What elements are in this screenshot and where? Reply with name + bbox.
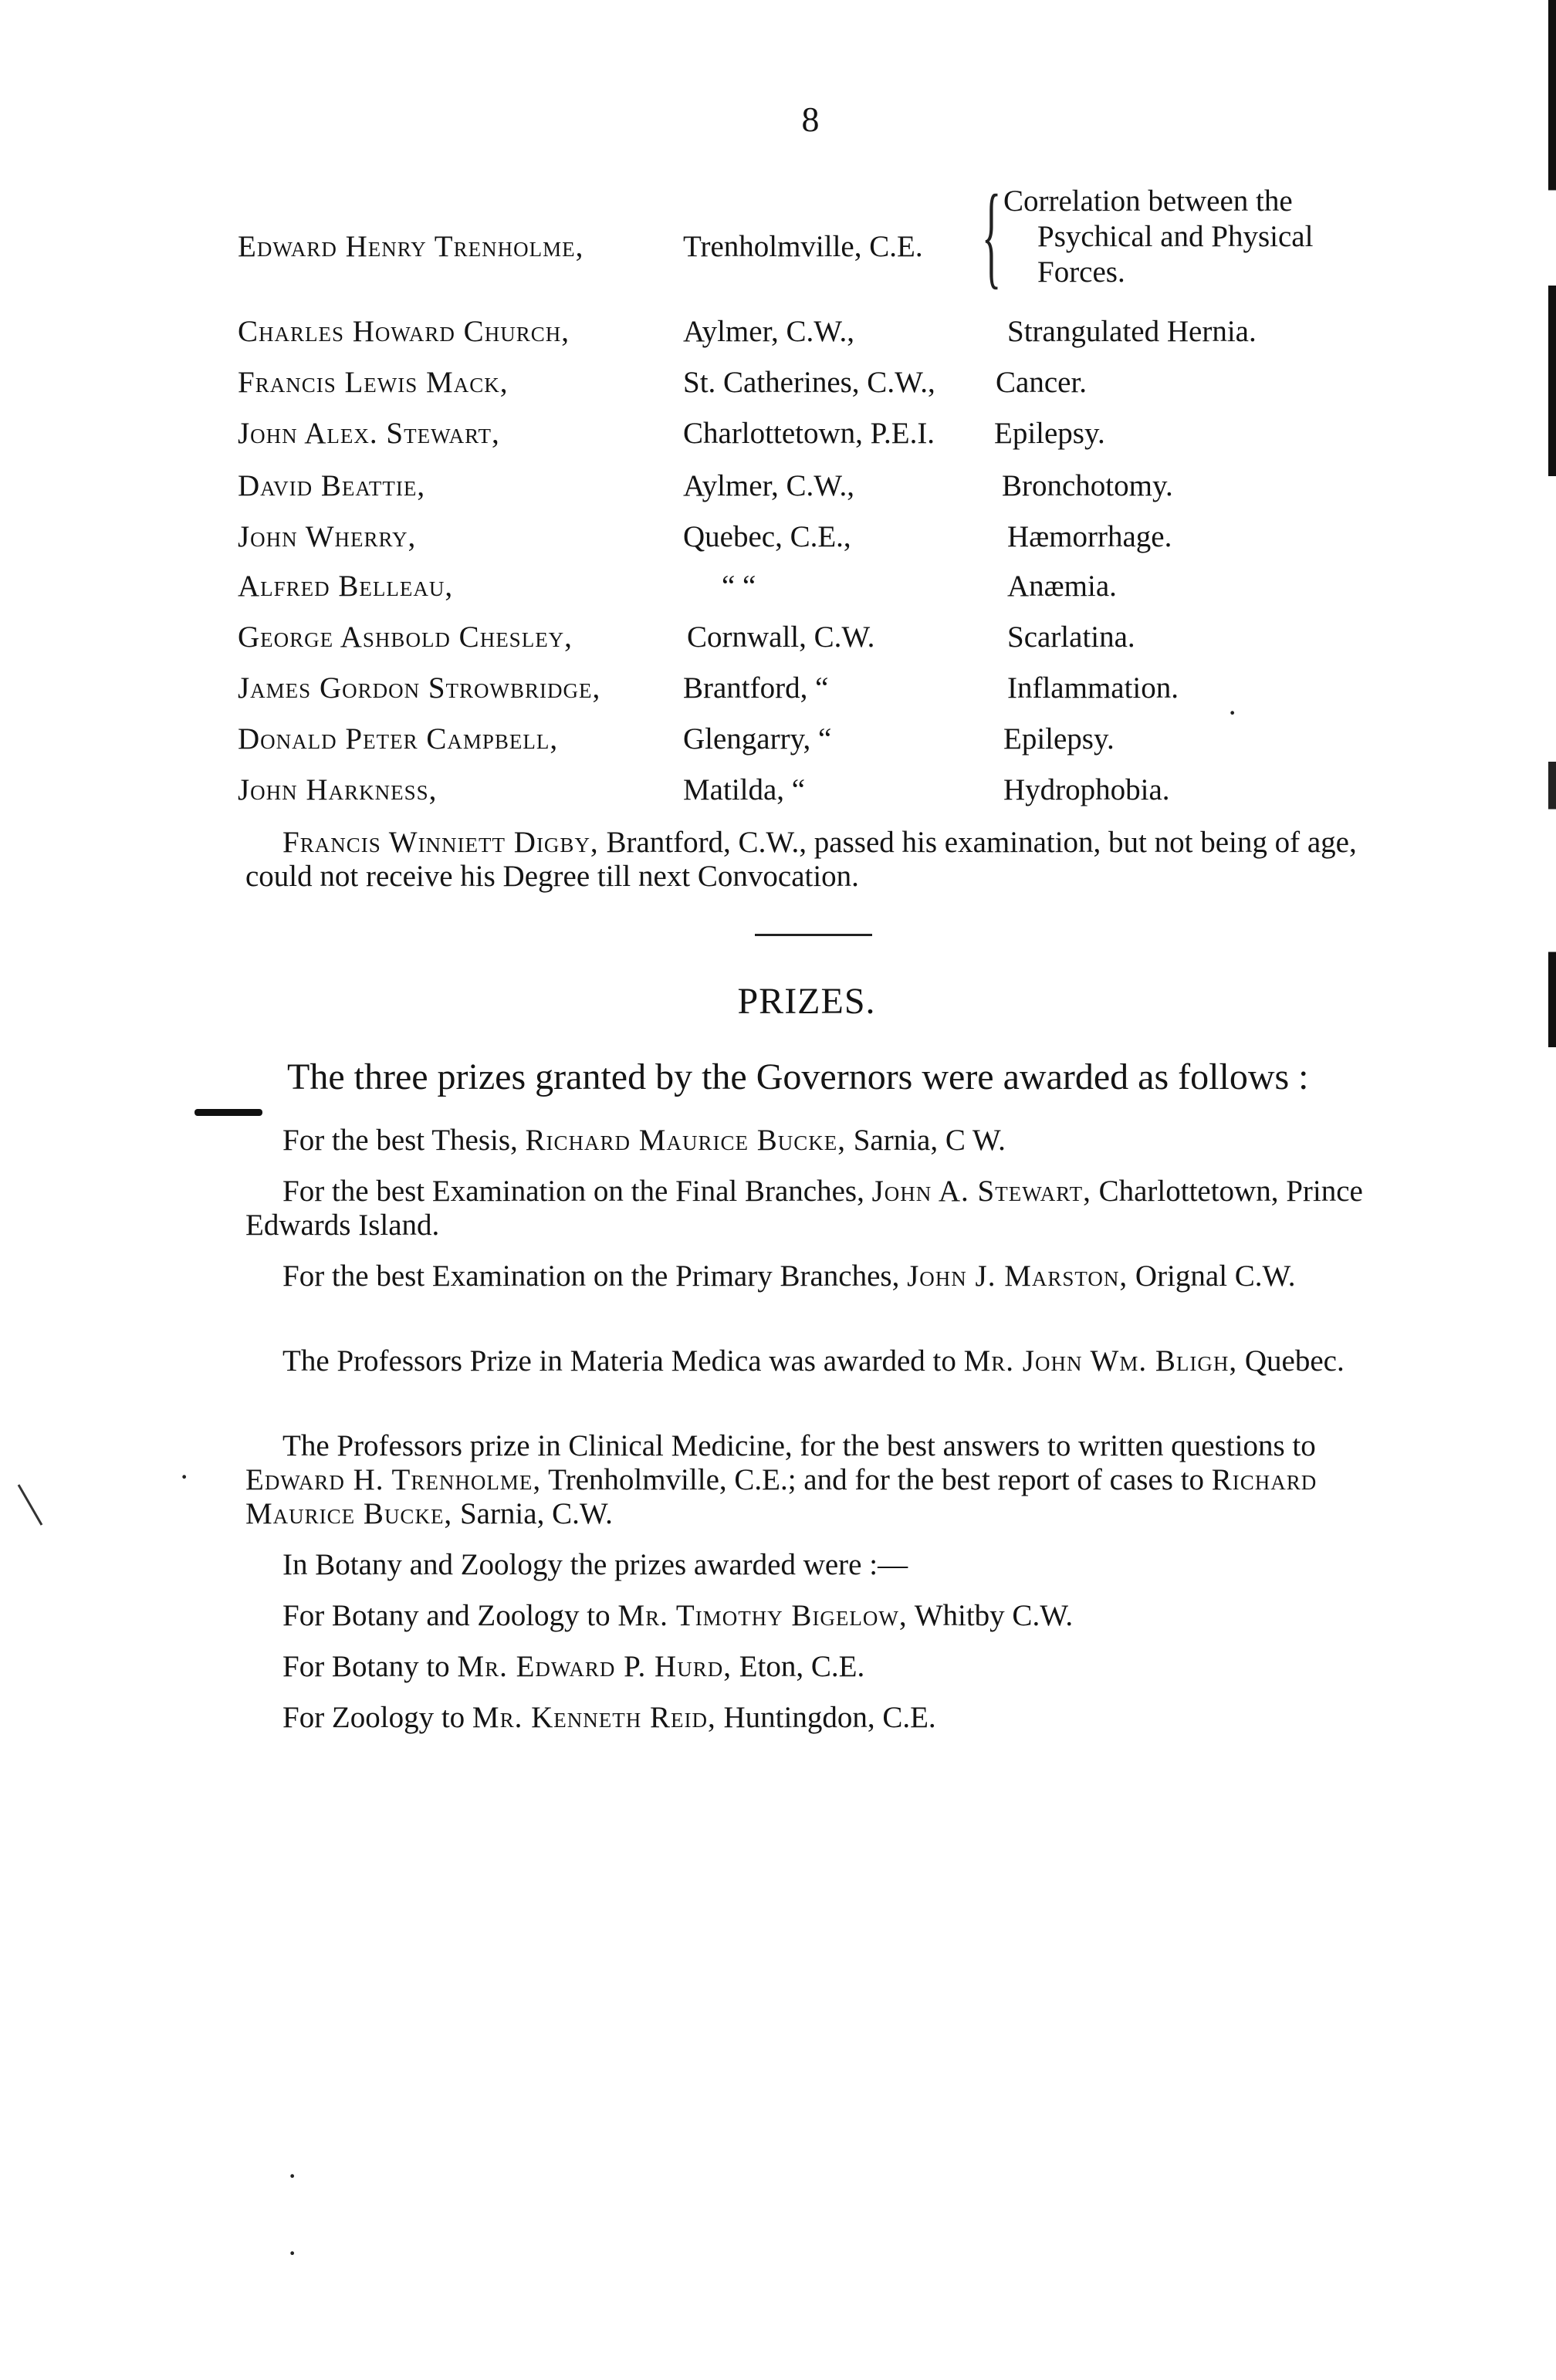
graduate-row bbox=[0, 522, 1556, 577]
graduate-row bbox=[0, 622, 1556, 678]
prize-paragraph bbox=[245, 1599, 1380, 1633]
graduate-row bbox=[0, 571, 1556, 627]
brace-icon: { bbox=[982, 171, 1002, 299]
degree-note bbox=[245, 826, 1380, 894]
prize-paragraph bbox=[245, 1650, 1380, 1684]
graduate-place: Trenholmville, C.E. bbox=[683, 230, 923, 263]
prize-winner: John A. Stewart, bbox=[871, 1175, 1091, 1208]
thesis-line: Correlation between the bbox=[1003, 184, 1293, 218]
graduate-place: Charlottetown, P.E.I. bbox=[683, 417, 935, 450]
prize-paragraph bbox=[245, 1124, 1380, 1158]
prize-paragraph bbox=[245, 1429, 1380, 1531]
graduate-place: Matilda, “ bbox=[683, 773, 806, 806]
graduate-thesis: Hæmorrhage. bbox=[1007, 520, 1172, 553]
prize-text: Charlottetown, Prince Edwards Island. bbox=[245, 1175, 1363, 1242]
speck-icon: · bbox=[179, 1459, 190, 1494]
graduate-thesis: Hydrophobia. bbox=[1003, 773, 1170, 806]
page-number: 8 bbox=[801, 100, 820, 139]
graduate-place: Glengarry, “ bbox=[683, 722, 832, 756]
graduate-place: Cornwall, C.W. bbox=[687, 620, 875, 654]
graduate-place: “ “ bbox=[722, 570, 756, 603]
prize-paragraph bbox=[245, 1175, 1380, 1242]
graduate-thesis: Cancer. bbox=[996, 366, 1088, 399]
prize-text: Quebec. bbox=[1237, 1344, 1345, 1378]
prize-winner: Mr. Kenneth Reid, bbox=[472, 1701, 716, 1734]
graduate-thesis: Strangulated Hernia. bbox=[1007, 315, 1257, 348]
graduate-thesis: Inflammation. bbox=[1007, 671, 1179, 705]
prize-text: Trenholmville, C.E.; and for the best report of cases to bbox=[541, 1463, 1212, 1496]
page-edge-shadow bbox=[1532, 0, 1556, 2380]
note-text: Brantford, C.W., passed his examination, but not being of age, could not receive his Degree till next Convocation. bbox=[245, 826, 1357, 893]
prize-winner: John J. Marston, bbox=[907, 1259, 1128, 1293]
speck-icon: · bbox=[287, 2236, 298, 2270]
prize-text: For Botany and Zoology to bbox=[282, 1599, 618, 1632]
prize-text: For the best Examination on the Final Branches, bbox=[282, 1175, 872, 1208]
graduate-name: Edward Henry Trenholme, bbox=[238, 230, 584, 263]
graduate-row bbox=[0, 171, 1556, 299]
graduate-row bbox=[0, 418, 1556, 474]
graduate-place: Brantford, “ bbox=[683, 671, 829, 705]
speck-icon: · bbox=[1227, 695, 1238, 730]
prize-winner: Mr. Edward P. Hurd, bbox=[457, 1650, 732, 1683]
prize-text: Eton, C.E. bbox=[731, 1650, 865, 1683]
graduate-row bbox=[0, 775, 1556, 830]
graduate-thesis: Bronchotomy. bbox=[1002, 469, 1173, 502]
graduate-row bbox=[0, 316, 1556, 372]
prize-paragraph bbox=[245, 1259, 1380, 1293]
graduate-name: John Alex. Stewart, bbox=[238, 417, 500, 450]
prize-winner: Richard Maurice Bucke, bbox=[525, 1124, 846, 1157]
graduate-thesis: Epilepsy. bbox=[1003, 722, 1115, 756]
graduate-name: David Beattie, bbox=[238, 469, 426, 502]
graduate-thesis: Scarlatina. bbox=[1007, 620, 1135, 654]
prize-text: For Zoology to bbox=[282, 1701, 472, 1734]
prize-text: Sarnia, C.W. bbox=[452, 1497, 613, 1530]
stray-mark-icon bbox=[15, 1482, 46, 1528]
prize-winner: Edward H. Trenholme, bbox=[245, 1463, 542, 1496]
graduate-name: Donald Peter Campbell, bbox=[238, 722, 559, 756]
speck-icon: · bbox=[287, 2159, 298, 2193]
graduate-name: Francis Lewis Mack, bbox=[238, 366, 509, 399]
graduate-place: St. Catherines, C.W., bbox=[683, 366, 935, 399]
graduate-row bbox=[0, 367, 1556, 423]
prize-text: Sarnia, C W. bbox=[845, 1124, 1006, 1157]
prize-text: For the best Examination on the Primary Branches, bbox=[282, 1259, 908, 1293]
graduate-place: Quebec, C.E., bbox=[683, 520, 851, 553]
edge-bar bbox=[1548, 0, 1556, 2380]
graduate-row bbox=[0, 673, 1556, 729]
graduate-name: George Ashbold Chesley, bbox=[238, 620, 573, 654]
graduate-name: Alfred Belleau, bbox=[238, 570, 454, 603]
prize-text: For Botany to bbox=[282, 1650, 458, 1683]
graduate-row bbox=[0, 724, 1556, 779]
prizes-intro: The three prizes granted by the Governors were awarded as follows : bbox=[287, 1056, 1309, 1097]
prize-paragraph: In Botany and Zoology the prizes awarded were :— bbox=[282, 1548, 908, 1581]
prize-text: The Professors prize in Clinical Medicine, for the best answers to written questions to bbox=[282, 1429, 1316, 1462]
prizes-heading: PRIZES. bbox=[737, 981, 876, 1022]
section-divider bbox=[755, 934, 872, 936]
graduate-name: Charles Howard Church, bbox=[238, 315, 570, 348]
graduate-thesis: Anæmia. bbox=[1007, 570, 1117, 603]
note-name: Francis Winniett Digby, bbox=[282, 826, 599, 859]
graduate-row bbox=[0, 471, 1556, 526]
prize-text: Whitby C.W. bbox=[907, 1599, 1074, 1632]
prize-winner: Richard Maurice Bucke, bbox=[245, 1463, 1318, 1530]
margin-dash-mark bbox=[194, 1109, 262, 1116]
thesis-line: Psychical and Physical bbox=[1037, 220, 1314, 253]
prize-text: Orignal C.W. bbox=[1128, 1259, 1296, 1293]
graduate-thesis: Epilepsy. bbox=[994, 417, 1105, 450]
graduate-place: Aylmer, C.W., bbox=[683, 469, 854, 502]
prize-paragraph bbox=[245, 1701, 1380, 1735]
thesis-line: Forces. bbox=[1037, 255, 1125, 289]
prize-winner: Mr. John Wm. Bligh, bbox=[963, 1344, 1238, 1378]
graduate-name: John Wherry, bbox=[238, 520, 417, 553]
graduate-place: Aylmer, C.W., bbox=[683, 315, 854, 348]
prize-text: Huntingdon, C.E. bbox=[715, 1701, 936, 1734]
graduate-name: James Gordon Strowbridge, bbox=[238, 671, 601, 705]
prize-paragraph bbox=[245, 1344, 1380, 1378]
prize-text: The Professors Prize in Materia Medica was awarded to bbox=[282, 1344, 964, 1378]
graduate-name: John Harkness, bbox=[238, 773, 438, 806]
prize-winner: Mr. Timothy Bigelow, bbox=[617, 1599, 908, 1632]
graduate-thesis bbox=[1003, 184, 1313, 290]
prize-text: For the best Thesis, bbox=[282, 1124, 526, 1157]
